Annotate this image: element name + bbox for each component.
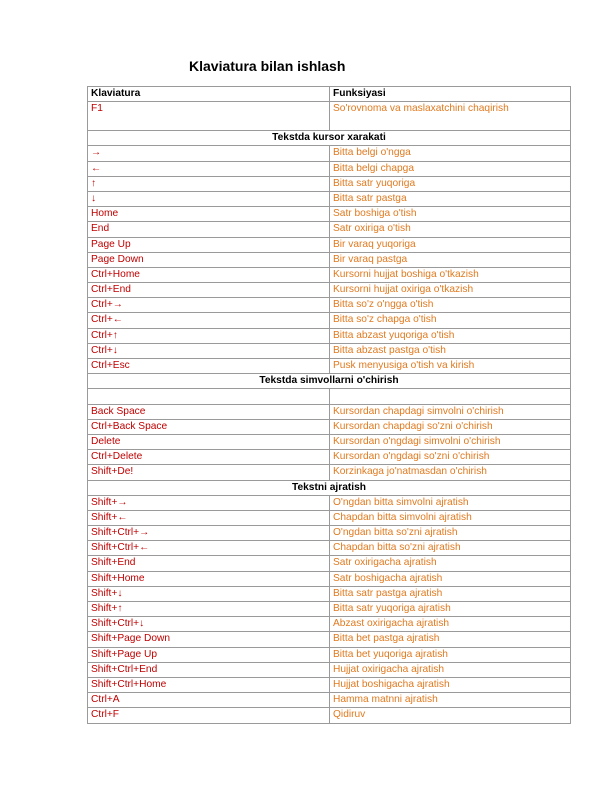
function-cell: Satr boshigacha ajratish [330,571,571,586]
function-cell: Bitta bet yuqoriga ajratish [330,647,571,662]
key-cell: Ctrl+Esc [88,359,330,374]
key-cell: Ctrl+→ [88,298,330,313]
section-heading: Tekstni ajratish [88,480,571,495]
key-cell: Shift+Ctrl+End [88,662,330,677]
section-heading: Tekstda simvollarni o'chirish [88,374,571,389]
table-row [88,176,571,191]
table-row [88,191,571,206]
key-cell: Shift+Page Up [88,647,330,662]
function-cell: Bitta belgi o'ngga [330,146,571,161]
key-cell: Shift+Ctrl+← [88,541,330,556]
key-cell: Page Up [88,237,330,252]
document-title: Klaviatura bilan ishlash [189,58,346,74]
table-row [88,207,571,222]
key-cell: Shift+De! [88,465,330,480]
key-cell: ← [88,161,330,176]
function-cell: So'rovnoma va maslaxatchini chaqirish [330,102,571,131]
key-cell: Ctrl+Back Space [88,419,330,434]
key-cell: ↓ [88,191,330,206]
function-cell: Chapdan bitta so'zni ajratish [330,541,571,556]
key-cell: Shift+Home [88,571,330,586]
key-cell: Back Space [88,404,330,419]
section-heading-row [88,480,571,495]
key-cell: Delete [88,434,330,449]
section-heading-row [88,374,571,389]
function-cell: Bitta satr pastga ajratish [330,586,571,601]
key-cell: Ctrl+End [88,283,330,298]
function-cell: Bir varaq pastga [330,252,571,267]
table-row [88,404,571,419]
table-row [88,586,571,601]
function-cell: Satr oxiriga o'tish [330,222,571,237]
function-cell: Bitta abzast yuqoriga o'tish [330,328,571,343]
table-row [88,693,571,708]
function-cell: Satr oxirigacha ajratish [330,556,571,571]
key-cell: Shift+↑ [88,602,330,617]
table-row [88,632,571,647]
function-cell: Pusk menyusiga o'tish va kirish [330,359,571,374]
function-cell: Bitta bet pastga ajratish [330,632,571,647]
function-cell: Hamma matnni ajratish [330,693,571,708]
function-cell: Hujjat oxirigacha ajratish [330,662,571,677]
table-row [88,102,571,131]
key-cell: Shift+Ctrl+→ [88,526,330,541]
empty-cell [330,389,571,404]
table-row [88,298,571,313]
function-cell: Bitta so'z chapga o'tish [330,313,571,328]
table-row [88,343,571,358]
table-row [88,495,571,510]
key-cell: Ctrl+↑ [88,328,330,343]
empty-cell [88,389,330,404]
table-row [88,237,571,252]
function-cell: Hujjat boshigacha ajratish [330,677,571,692]
key-cell: Shift+↓ [88,586,330,601]
function-cell: Bitta abzast pastga o'tish [330,343,571,358]
table-row [88,510,571,525]
table-row-empty [88,389,571,404]
function-cell: O'ngdan bitta so'zni ajratish [330,526,571,541]
table-row [88,283,571,298]
key-cell: Ctrl+F [88,708,330,723]
key-cell: Shift+Ctrl+Home [88,677,330,692]
table-row [88,222,571,237]
key-cell: ↑ [88,176,330,191]
table-row [88,161,571,176]
function-cell: Satr boshiga o'tish [330,207,571,222]
function-cell: Kursordan chapdagi so'zni o'chirish [330,419,571,434]
function-cell: Kursorni hujjat oxiriga o'tkazish [330,283,571,298]
function-cell: Bitta satr yuqoriga [330,176,571,191]
table-row [88,328,571,343]
function-cell: Kursordan chapdagi simvolni o'chirish [330,404,571,419]
key-cell: Shift+← [88,510,330,525]
function-cell: Qidiruv [330,708,571,723]
function-cell: Chapdan bitta simvolni ajratish [330,510,571,525]
key-cell: Page Down [88,252,330,267]
table-row [88,677,571,692]
section-heading: Tekstda kursor xarakati [88,131,571,146]
table-row [88,252,571,267]
key-cell: Shift+End [88,556,330,571]
key-cell: Shift+Page Down [88,632,330,647]
section-heading-row [88,131,571,146]
table-row [88,617,571,632]
key-cell: Ctrl+Home [88,267,330,282]
key-cell: End [88,222,330,237]
table-row [88,556,571,571]
table-row [88,526,571,541]
key-cell: Shift+Ctrl+↓ [88,617,330,632]
key-cell: Ctrl+A [88,693,330,708]
table-row [88,465,571,480]
table-row [88,267,571,282]
table-row [88,708,571,723]
table-row [88,571,571,586]
function-cell: Bir varaq yuqoriga [330,237,571,252]
shortcut-table-body [88,87,571,724]
function-cell: Kursordan o'ngdagi so'zni o'chirish [330,450,571,465]
table-row [88,419,571,434]
table-row [88,662,571,677]
table-header-row [88,87,571,102]
shortcut-table [87,86,571,724]
function-cell: Bitta satr yuqoriga ajratish [330,602,571,617]
function-cell: Kursordan o'ngdagi simvolni o'chirish [330,434,571,449]
key-cell: Shift+→ [88,495,330,510]
header-function: Funksiyasi [330,87,571,102]
function-cell: Abzast oxirigacha ajratish [330,617,571,632]
table-row [88,541,571,556]
function-cell: Bitta belgi chapga [330,161,571,176]
table-row [88,146,571,161]
header-key: Klaviatura [88,87,330,102]
table-row [88,313,571,328]
function-cell: Bitta so'z o'ngga o'tish [330,298,571,313]
key-cell: Ctrl+Delete [88,450,330,465]
key-cell: Ctrl+↓ [88,343,330,358]
key-cell: → [88,146,330,161]
table-row [88,602,571,617]
table-row [88,434,571,449]
key-cell: Home [88,207,330,222]
key-cell: F1 [88,102,330,131]
function-cell: O'ngdan bitta simvolni ajratish [330,495,571,510]
table-row [88,359,571,374]
function-cell: Kursorni hujjat boshiga o'tkazish [330,267,571,282]
table-row [88,450,571,465]
key-cell: Ctrl+← [88,313,330,328]
table-row [88,647,571,662]
function-cell: Korzinkaga jo'natmasdan o'chirish [330,465,571,480]
function-cell: Bitta satr pastga [330,191,571,206]
